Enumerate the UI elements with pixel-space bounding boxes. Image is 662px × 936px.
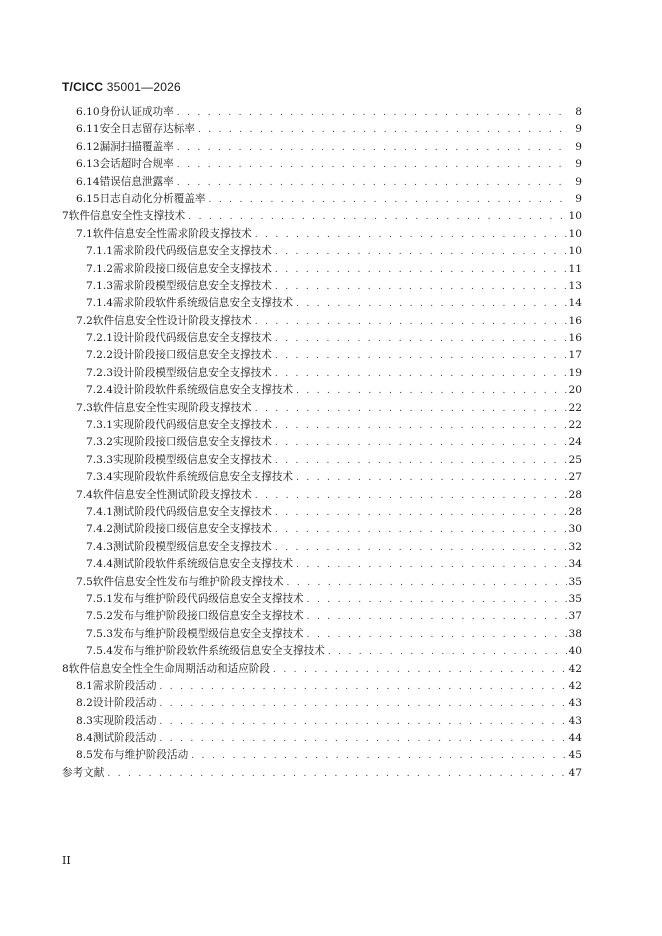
- toc-entry-title: 安全日志留存达标率: [99, 123, 195, 136]
- toc-entry-title: 测试阶段代码级信息安全支撑技术: [112, 505, 272, 518]
- toc-entry[interactable]: [0, 191, 662, 208]
- toc-entry-number: 8.1: [76, 679, 93, 692]
- toc-entry[interactable]: [0, 521, 662, 538]
- toc-entry-title: 测试阶段软件系统级信息安全支撑技术: [112, 558, 294, 571]
- toc-entry[interactable]: [0, 139, 662, 156]
- toc-entry-number: 7.3.3: [86, 453, 113, 466]
- toc-entry[interactable]: [0, 747, 662, 764]
- toc-entry[interactable]: [0, 295, 662, 312]
- dot-leader: [198, 122, 567, 139]
- toc-entry-title: 软件信息安全性支撑技术: [68, 210, 186, 223]
- toc-entry-page: 34: [568, 558, 582, 571]
- toc-entry[interactable]: [0, 539, 662, 556]
- dot-leader: [255, 401, 567, 418]
- toc-entry-number: 7.3.1: [86, 419, 113, 432]
- toc-entry-page: 20: [568, 384, 582, 397]
- dot-leader: [159, 714, 567, 731]
- toc-entry[interactable]: [0, 452, 662, 469]
- dot-leader: [255, 488, 567, 505]
- toc-entry[interactable]: [0, 678, 662, 695]
- toc-entry-title: 实现阶段模型级信息安全支撑技术: [112, 453, 272, 466]
- dot-leader: [255, 314, 567, 331]
- dot-leader: [328, 644, 567, 661]
- dot-leader: [275, 366, 567, 383]
- toc-entry-number: 8.5: [76, 749, 93, 762]
- toc-entry[interactable]: [0, 382, 662, 399]
- toc-entry-number: 7.4.3: [86, 540, 113, 553]
- toc-entry-title: 设计阶段活动: [92, 697, 157, 710]
- dot-leader: [275, 418, 567, 435]
- toc-entry-page: 17: [568, 349, 582, 362]
- dot-leader: [159, 696, 567, 713]
- dot-leader: [159, 679, 567, 696]
- dot-leader: [275, 435, 567, 452]
- dot-leader: [177, 140, 567, 157]
- dot-leader: [159, 731, 567, 748]
- dot-leader: [275, 244, 567, 261]
- dot-leader: [191, 748, 567, 765]
- dot-leader: [275, 279, 567, 296]
- toc-entry-number: 7.4.2: [86, 523, 113, 536]
- toc-entry-page: 22: [568, 419, 582, 432]
- toc-entry-title: 发布与维护阶段活动: [92, 749, 189, 762]
- toc-entry-page: 24: [568, 436, 582, 449]
- toc-entry[interactable]: [0, 226, 662, 243]
- toc-entry-page: 37: [568, 610, 582, 623]
- toc-entry-number: 7.4.1: [86, 505, 113, 518]
- toc-entry-page: 47: [568, 766, 582, 779]
- toc-entry-number: 7.3.4: [86, 471, 113, 484]
- toc-entry-page: 9: [575, 175, 582, 188]
- toc-entry-number: 7.3.2: [86, 436, 113, 449]
- toc-entry-page: 16: [568, 314, 582, 327]
- toc-entry[interactable]: [0, 487, 662, 504]
- toc-entry-page: 45: [568, 749, 582, 762]
- toc-entry-page: 30: [568, 523, 582, 536]
- toc-entry-page: 42: [568, 662, 582, 675]
- toc-entry-number: 8.4: [76, 732, 93, 745]
- toc-entry[interactable]: [0, 626, 662, 643]
- toc-entry[interactable]: [0, 661, 662, 678]
- toc-entry[interactable]: [0, 730, 662, 747]
- toc-entry-page: 9: [575, 123, 582, 136]
- toc-entry-number: 6.10: [76, 106, 100, 118]
- toc-entry-number: 7.1.3: [86, 279, 113, 292]
- dot-leader: [287, 575, 567, 592]
- toc-entry-number: 7.2.4: [86, 384, 113, 397]
- page-number-footer: II: [62, 854, 71, 867]
- dot-leader: [177, 175, 567, 192]
- toc-entry-title: 测试阶段活动: [92, 732, 157, 745]
- toc-entry[interactable]: [0, 278, 662, 295]
- toc-entry-number: 6.15: [76, 192, 100, 205]
- toc-entry[interactable]: [0, 347, 662, 364]
- toc-entry-title: 设计阶段代码级信息安全支撑技术: [112, 332, 272, 345]
- toc-entry-title: 需求阶段活动: [92, 679, 157, 692]
- toc-entry-page: 43: [568, 714, 582, 727]
- toc-entry-page: 27: [568, 471, 582, 484]
- toc-entry-title: 实现阶段软件系统级信息安全支撑技术: [112, 471, 294, 484]
- document-header: [62, 80, 181, 94]
- toc-entry-title: 发布与维护阶段模型级信息安全支撑技术: [112, 627, 304, 640]
- toc-entry[interactable]: [0, 365, 662, 382]
- toc-entry-title: 漏洞扫描覆盖率: [99, 140, 174, 153]
- toc-entry-number: 6.13: [76, 158, 100, 171]
- toc-entry-number: 7.5.1: [86, 592, 113, 605]
- toc-entry-title: 实现阶段接口级信息安全支撑技术: [112, 436, 272, 449]
- toc-entry-number: 7.4: [76, 488, 93, 501]
- toc-entry-number: 7.5: [76, 575, 93, 588]
- toc-entry[interactable]: [0, 556, 662, 573]
- toc-entry-number: 7.5.4: [86, 645, 113, 658]
- toc-entry-title: 日志自动化分析覆盖率: [99, 192, 206, 205]
- toc-entry-title: 设计阶段软件系统级信息安全支撑技术: [112, 384, 294, 397]
- toc-entry[interactable]: [0, 330, 662, 347]
- toc-entry-title: 设计阶段模型级信息安全支撑技术: [112, 366, 272, 379]
- toc-entry-number: 7: [62, 210, 69, 223]
- toc-entry-title: 参考文献: [62, 766, 105, 779]
- toc-entry-page: 19: [568, 366, 582, 379]
- toc-entry-number: 8.2: [76, 697, 93, 710]
- toc-entry-title: 测试阶段接口级信息安全支撑技术: [112, 523, 272, 536]
- toc-entry-page: 22: [568, 401, 582, 414]
- toc-entry-page: 42: [568, 679, 582, 692]
- toc-entry-page: 10: [568, 227, 582, 240]
- standard-code: 35001—2026: [106, 80, 181, 94]
- toc-entry-number: 7.5.2: [86, 610, 113, 623]
- dot-leader: [296, 470, 567, 487]
- toc-entry-title: 需求阶段代码级信息安全支撑技术: [112, 245, 272, 258]
- toc-entry-title: 会话超时合规率: [99, 158, 174, 171]
- toc-entry-title: 需求阶段模型级信息安全支撑技术: [112, 279, 272, 292]
- toc-entry-title: 软件信息安全性全生命周期活动和适应阶段: [68, 662, 271, 675]
- dot-leader: [177, 157, 567, 174]
- toc-entry-page: 9: [575, 140, 582, 153]
- dot-leader: [275, 331, 567, 348]
- toc-entry-number: 8: [62, 662, 69, 675]
- toc-entry[interactable]: [0, 313, 662, 330]
- toc-entry[interactable]: [0, 574, 662, 591]
- toc-entry-title: 需求阶段接口级信息安全支撑技术: [112, 262, 272, 275]
- toc-entry-number: 7.2.3: [86, 366, 113, 379]
- standard-org: T/CICC: [62, 80, 104, 94]
- toc-entry-number: 7.5.3: [86, 627, 113, 640]
- toc-entry-page: 16: [568, 332, 582, 345]
- toc-entry-page: 38: [568, 627, 582, 640]
- toc-entry-title: 测试阶段模型级信息安全支撑技术: [112, 540, 272, 553]
- toc-entry-title: 软件信息安全性测试阶段支撑技术: [92, 488, 252, 501]
- dot-leader: [188, 209, 567, 226]
- toc-entry-title: 软件信息安全性发布与维护阶段支撑技术: [92, 575, 284, 588]
- toc-entry-page: 9: [575, 192, 582, 205]
- toc-entry-number: 7.2.1: [86, 332, 113, 345]
- toc-entry-title: 发布与维护阶段软件系统级信息安全支撑技术: [112, 645, 325, 658]
- toc-entry[interactable]: [0, 643, 662, 660]
- toc-entry-number: 6.12: [76, 140, 100, 153]
- toc-entry-page: 44: [568, 732, 582, 745]
- toc-entry-number: 6.11: [76, 123, 100, 136]
- dot-leader: [275, 540, 567, 557]
- toc-entry[interactable]: [0, 434, 662, 451]
- table-of-contents: [0, 104, 662, 782]
- dot-leader: [255, 227, 567, 244]
- toc-entry[interactable]: [0, 156, 662, 173]
- dot-leader: [307, 627, 567, 644]
- toc-entry[interactable]: [0, 469, 662, 486]
- toc-entry-page: 35: [568, 575, 582, 588]
- toc-entry[interactable]: [0, 104, 662, 121]
- toc-entry-number: 7.2: [76, 314, 93, 327]
- toc-entry-number: 7.4.4: [86, 558, 113, 571]
- toc-entry-page: 11: [568, 262, 582, 275]
- toc-entry-number: 7.2.2: [86, 349, 113, 362]
- toc-entry-page: 35: [568, 592, 582, 605]
- toc-entry-page: 13: [568, 279, 582, 292]
- toc-entry[interactable]: [0, 713, 662, 730]
- toc-entry-page: 25: [568, 453, 582, 466]
- toc-entry-page: 9: [575, 158, 582, 171]
- toc-entry[interactable]: [0, 608, 662, 625]
- dot-leader: [209, 192, 567, 209]
- dot-leader: [296, 383, 567, 400]
- dot-leader: [296, 557, 567, 574]
- toc-entry-title: 实现阶段代码级信息安全支撑技术: [112, 419, 272, 432]
- toc-entry-number: 7.1.4: [86, 297, 113, 310]
- toc-entry-number: 8.3: [76, 714, 93, 727]
- toc-entry[interactable]: [0, 121, 662, 138]
- toc-entry-page: 14: [568, 297, 582, 310]
- toc-entry[interactable]: [0, 243, 662, 260]
- toc-entry-page: 10: [568, 245, 582, 258]
- toc-entry-title: 发布与维护阶段代码级信息安全支撑技术: [112, 592, 304, 605]
- toc-entry-page: 43: [568, 697, 582, 710]
- toc-entry-title: 软件信息安全性实现阶段支撑技术: [92, 401, 252, 414]
- toc-entry-number: 7.1: [76, 227, 93, 240]
- toc-entry[interactable]: [0, 400, 662, 417]
- toc-entry[interactable]: [0, 174, 662, 191]
- toc-entry-title: 软件信息安全性设计阶段支撑技术: [92, 314, 252, 327]
- toc-entry-number: 7.1.2: [86, 262, 113, 275]
- toc-entry-number: 6.14: [76, 175, 100, 188]
- dot-leader: [275, 522, 567, 539]
- dot-leader: [275, 262, 567, 279]
- toc-entry[interactable]: [0, 695, 662, 712]
- toc-entry-page: 40: [568, 645, 582, 658]
- dot-leader: [307, 609, 567, 626]
- dot-leader: [275, 505, 567, 522]
- toc-entry-title: 发布与维护阶段接口级信息安全支撑技术: [112, 610, 304, 623]
- dot-leader: [296, 296, 567, 313]
- toc-entry-page: 32: [568, 540, 582, 553]
- toc-entry-page: 8: [575, 106, 582, 118]
- toc-entry-title: 软件信息安全性需求阶段支撑技术: [92, 227, 252, 240]
- toc-entry[interactable]: [0, 261, 662, 278]
- toc-entry-page: 28: [568, 488, 582, 501]
- dot-leader: [275, 348, 567, 365]
- toc-entry-title: 实现阶段活动: [92, 714, 157, 727]
- toc-entry[interactable]: [0, 504, 662, 521]
- toc-entry-title: 需求阶段软件系统级信息安全支撑技术: [112, 297, 294, 310]
- dot-leader: [307, 592, 567, 609]
- toc-entry-number: 7.1.1: [86, 245, 113, 258]
- dot-leader: [273, 662, 567, 679]
- toc-entry-number: 7.3: [76, 401, 93, 414]
- toc-entry-title: 错误信息泄露率: [99, 175, 174, 188]
- toc-entry-title: 设计阶段接口级信息安全支撑技术: [112, 349, 272, 362]
- dot-leader: [177, 105, 567, 122]
- dot-leader: [275, 453, 567, 470]
- toc-entry[interactable]: [0, 417, 662, 434]
- dot-leader: [107, 766, 567, 783]
- toc-entry[interactable]: [0, 765, 662, 782]
- toc-entry-page: 10: [568, 210, 582, 223]
- toc-entry-title: 身份认证成功率: [99, 106, 174, 118]
- toc-entry-page: 28: [568, 505, 582, 518]
- toc-entry[interactable]: [0, 208, 662, 225]
- toc-entry[interactable]: [0, 591, 662, 608]
